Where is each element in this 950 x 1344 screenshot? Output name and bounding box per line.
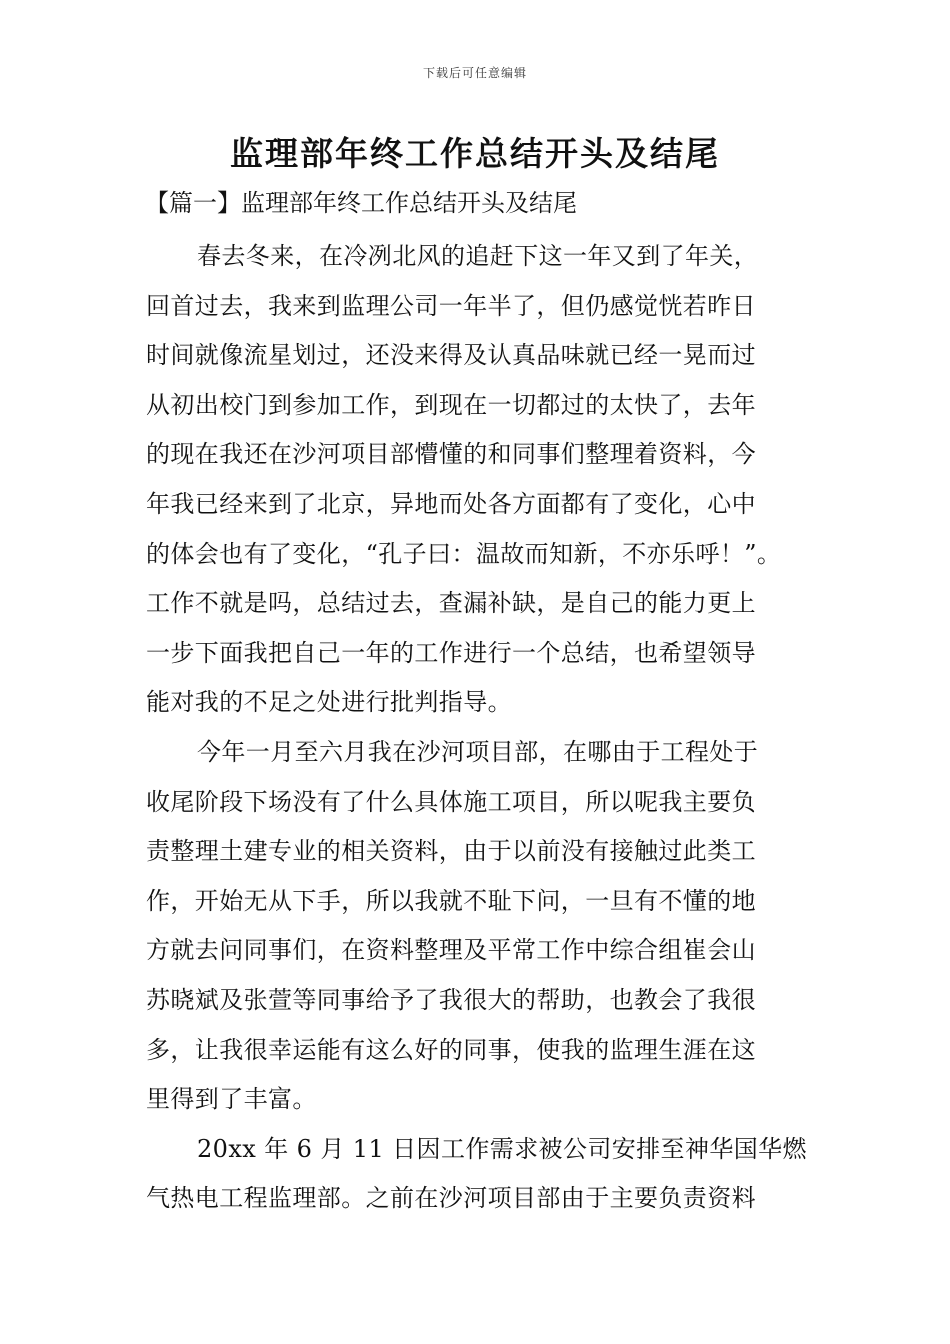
document-title: 监理部年终工作总结开头及结尾 [230,134,720,173]
text-line: 回首过去，我来到监理公司一年半了，但仍感觉恍若昨日 [146,291,756,320]
text-line: 的体会也有了变化，“孔子曰：温故而知新，不亦乐呼！”。 [146,539,782,568]
text-line: 今年一月至六月我在沙河项目部，在哪由于工程处于 [197,737,759,766]
text-line: 能对我的不足之处进行批判指导。 [146,688,512,717]
body-text [146,232,808,1224]
text-line: 春去冬来，在冷冽北风的追赶下这一年又到了年关， [197,242,759,270]
text-line: 责整理土建专业的相关资料，由于以前没有接触过此类工 [146,837,756,866]
text-line: 方就去问同事们，在资料整理及平常工作中综合组崔会山 [146,936,756,965]
text-line: 多，让我很幸运能有这么好的同事，使我的监理生涯在这 [146,1035,756,1064]
text-line: 气热电工程监理部。之前在沙河项目部由于主要负责资料 [146,1184,756,1213]
text-line: 的现在我还在沙河项目部懵懂的和同事们整理着资料，今 [146,440,756,469]
text-line: 时间就像流星划过，还没来得及认真品味就已经一晃而过 [146,341,756,370]
text-line: 年我已经来到了北京，异地而处各方面都有了变化，心中 [146,489,756,518]
header-note: 下载后可任意编辑 [422,66,527,80]
section-heading: 【篇一】监理部年终工作总结开头及结尾 [145,189,577,217]
text-line: 工作不就是吗，总结过去，查漏补缺，是自己的能力更上 [146,589,756,618]
text-line: 苏晓斌及张萱等同事给予了我很大的帮助，也教会了我很 [146,985,756,1014]
text-line: 里得到了丰富。 [146,1085,317,1114]
text-line: 收尾阶段下场没有了什么具体施工项目，所以呢我主要负 [146,787,756,816]
text-line: 作，开始无从下手，所以我就不耻下问，一旦有不懂的地 [146,886,756,915]
text-line: 20xx 年 6 月 11 日因工作需求被公司安排至神华国华燃 [197,1134,807,1163]
text-line: 一步下面我把自己一年的工作进行一个总结，也希望领导 [146,638,756,667]
text-line: 从初出校门到参加工作，到现在一切都过的太快了，去年 [146,390,756,419]
